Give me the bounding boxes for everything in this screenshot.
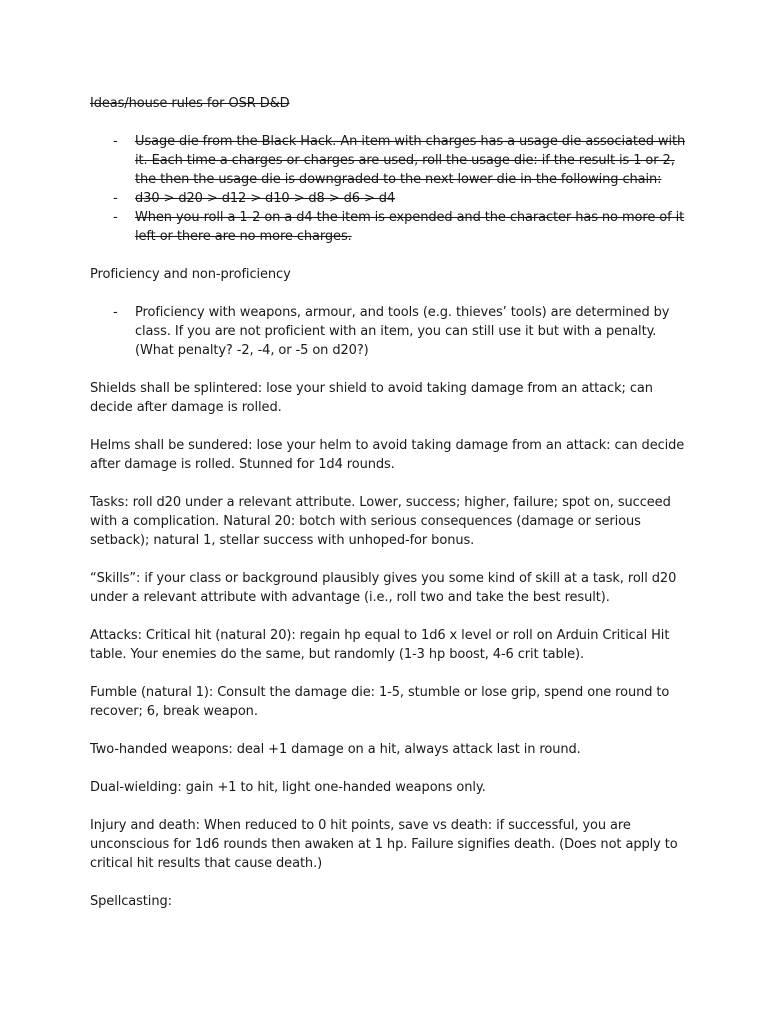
- bullet-dash: -: [113, 134, 118, 149]
- list-item: [90, 303, 690, 360]
- list-item: [90, 208, 690, 246]
- bullet-dash: -: [113, 191, 118, 206]
- dual-wielding-paragraph: Dual-wielding: gain +1 to hit, light one-handed weapons only.: [90, 780, 486, 795]
- list-item: [90, 132, 690, 189]
- bullet-text: When you roll a 1-2 on a d4 the item is expended and the character has no more of it left or there are no more charges.: [135, 210, 685, 244]
- tasks-paragraph: Tasks: roll d20 under a relevant attribute. Lower, success; higher, failure; spot on, succeed with a complication. Natural 20: botch with serious consequences (damage or serious setback); natural 1, stellar success with unhoped-for bonus.: [90, 495, 671, 548]
- list-item: [90, 189, 690, 208]
- bullet-text: Usage die from the Black Hack. An item with charges has a usage die associated with it. Each time a charges or charges are used, roll the usage die: if the result is 1 or 2, the then the usage die is downgraded to the next lower die in the following chain:: [135, 134, 686, 187]
- two-handed-paragraph: Two-handed weapons: deal +1 damage on a hit, always attack last in round.: [90, 742, 581, 757]
- spellcasting-heading: Spellcasting:: [90, 894, 172, 909]
- bullet-text: d30 > d20 > d12 > d10 > d8 > d6 > d4: [135, 191, 396, 206]
- document-page: [90, 94, 690, 911]
- bullet-dash: -: [113, 210, 118, 225]
- document-title: Ideas/house rules for OSR D&D: [90, 96, 290, 111]
- proficiency-bullet-list: [90, 303, 690, 360]
- shields-paragraph: Shields shall be splintered: lose your shield to avoid taking damage from an attack; can decide after damage is rolled.: [90, 381, 653, 415]
- helms-paragraph: Helms shall be sundered: lose your helm to avoid taking damage from an attack: can decide after damage is rolled. Stunned for 1d4 rounds.: [90, 438, 685, 472]
- attacks-paragraph: Attacks: Critical hit (natural 20): regain hp equal to 1d6 x level or roll on Arduin Critical Hit table. Your enemies do the same, but randomly (1-3 hp boost, 4-6 crit table).: [90, 628, 670, 662]
- struck-bullet-list: [90, 132, 690, 246]
- bullet-text: Proficiency with weapons, armour, and tools (e.g. thieves’ tools) are determined by class. If you are not proficient with an item, you can still use it but with a penalty. (What penalty? -2, -4, or -5 on d20?): [135, 305, 670, 358]
- proficiency-heading: Proficiency and non-proficiency: [90, 267, 291, 282]
- bullet-dash: -: [113, 305, 118, 320]
- fumble-paragraph: Fumble (natural 1): Consult the damage die: 1-5, stumble or lose grip, spend one round to recover; 6, break weapon.: [90, 685, 670, 719]
- injury-death-paragraph: Injury and death: When reduced to 0 hit points, save vs death: if successful, you are unconscious for 1d6 rounds then awaken at 1 hp. Failure signifies death. (Does not apply to critical hit results that cause death.): [90, 818, 678, 871]
- skills-paragraph: “Skills”: if your class or background plausibly gives you some kind of skill at a task, roll d20 under a relevant attribute with advantage (i.e., roll two and take the best result).: [90, 571, 677, 605]
